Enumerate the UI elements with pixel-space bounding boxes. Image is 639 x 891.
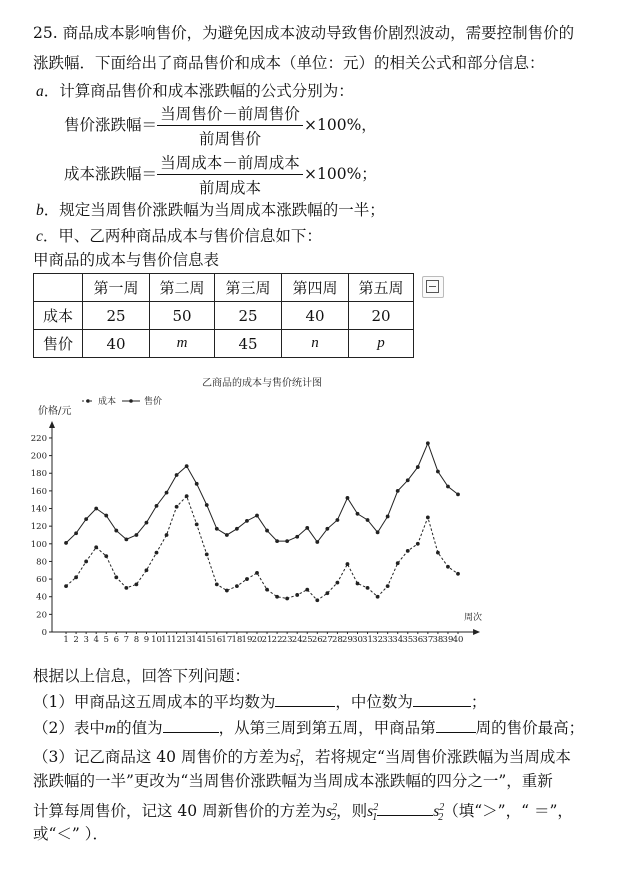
data-point-cost [356,582,360,586]
x-tick-label: 22 [271,635,283,645]
x-tick-label: 37 [422,635,434,645]
data-point-cost [185,494,189,498]
data-point-price [195,482,199,486]
item-a-label: a [36,83,44,100]
x-tick-label: 5 [103,635,109,645]
data-point-price [104,514,108,518]
data-point-cost [155,551,159,555]
chart-title: 乙商品的成本与售价统计图 [202,378,322,389]
q3-s2b-letter: s [433,803,440,821]
q3-s2 [326,802,338,824]
data-point-price [114,529,118,533]
q3-s2-letter: s [326,803,333,821]
item-c [36,225,322,248]
q1-median-blank[interactable] [413,692,471,707]
x-tick-label: 7 [123,635,130,645]
x-tick-label: 30 [352,635,363,645]
table-header-cell: 第三周 [215,274,282,302]
x-tick-label: 20 [251,635,263,645]
question-3-line-2: 涨跌幅的一半”更改为“当周售价涨跌幅为当周成本涨跌幅的四分之一”，重新 [33,772,553,790]
data-point-price [436,470,440,474]
data-point-cost [235,584,239,588]
table-title: 甲商品的成本与售价信息表 [33,251,220,269]
y-tick-label: 200 [30,451,47,462]
data-point-price [285,539,289,543]
x-tick-label: 13 [181,635,193,645]
table-row [34,330,414,358]
y-tick-label: 40 [36,592,47,603]
data-point-price [124,537,128,541]
series-line-cost [66,496,458,600]
x-tick-label: 2 [73,635,79,645]
data-point-price [406,478,410,482]
data-point-price [165,491,169,495]
q2-text-a: （2）表中 [33,719,105,737]
x-tick-label: 34 [392,635,404,645]
data-point-cost [426,515,430,519]
formula-1-bar [157,125,303,126]
data-point-cost [94,545,98,549]
table-header-cell: 第二周 [150,274,215,302]
q3-s1b-sub: 1 [372,812,378,824]
formula-2-bar [157,174,303,175]
x-axis-label: 周次 [464,613,483,623]
x-tick-label: 32 [372,635,384,645]
x-tick-label: 15 [201,635,213,645]
question-3-line-4: 或“＜” ）． [33,825,109,843]
x-tick-label: 18 [231,635,243,645]
data-point-price [376,530,380,534]
item-b [36,199,385,222]
data-point-cost [456,572,460,576]
data-point-price [366,518,370,522]
table-cell: m [150,330,215,358]
formula-1-tail: ×100%， [304,116,377,134]
legend-marker-cost [86,399,90,403]
y-tick-label: 220 [30,433,47,444]
table-header-cell: 第四周 [282,274,349,302]
formula-1-numerator: 当周售价－前周售价 [160,105,300,123]
data-point-price [64,541,68,545]
formula-1-fraction [157,102,303,149]
q2-text-c: ，从第三周到第五周，甲商品第 [218,719,436,737]
table-header-row [34,274,414,302]
data-point-price [84,517,88,521]
data-point-cost [255,571,259,575]
formula-1-denominator: 前周售价 [198,130,261,148]
data-point-cost [104,554,108,558]
data-point-price [346,496,350,500]
x-axis-arrow [473,629,480,635]
data-point-price [315,540,319,544]
data-point-cost [336,581,340,585]
x-tick-label: 12 [171,635,183,645]
data-point-price [426,441,430,445]
q3-s1-sub: 1 [294,758,300,770]
data-point-cost [84,560,88,564]
data-point-price [416,465,420,469]
data-point-cost [64,584,68,588]
x-tick-label: 33 [382,635,394,645]
table-header-cell: 第一周 [83,274,150,302]
question-1 [33,691,486,713]
problem-number: 25. [33,24,58,42]
formula-2-denominator: 前周成本 [198,179,261,197]
table-header-cell [34,274,83,302]
data-point-cost [376,595,380,599]
q2-text-b: 的值为 [116,719,163,737]
data-point-price [386,515,390,519]
data-point-price [356,512,360,516]
data-point-price [205,503,209,507]
intro-text-2: 涨跌幅．下面给出了商品售价和成本（单位：元）的相关公式和部分信息： [33,54,545,72]
q3-compare-blank[interactable] [377,801,433,816]
table-row [34,302,414,330]
x-tick-label: 23 [281,635,293,645]
line-chart [30,370,510,650]
item-b-text: ．规定当周售价涨跌幅为当周成本涨跌幅的一半； [43,201,385,219]
y-tick-label: 120 [30,522,47,533]
problem-line-1 [33,22,574,44]
table-cell: 25 [215,302,282,330]
x-tick-label: 27 [321,635,333,645]
x-tick-label: 10 [151,635,162,645]
data-point-price [456,493,460,497]
y-tick-label: 100 [30,539,47,550]
data-point-cost [446,565,450,569]
x-tick-label: 14 [191,635,203,645]
table-row-label: 售价 [34,330,83,358]
q3-text-a: （3）记乙商品这 40 周售价的方差为 [33,748,290,767]
legend-label-cost: 成本 [98,397,117,407]
data-point-price [74,531,78,535]
x-tick-label: 39 [442,635,454,645]
data-point-cost [225,589,229,593]
data-point-cost [245,577,249,581]
data-point-cost [165,533,169,537]
data-point-price [245,519,249,523]
data-point-cost [396,561,400,565]
data-point-cost [135,582,139,586]
x-tick-label: 19 [241,635,253,645]
data-point-cost [346,562,350,566]
q3-s1b-sup: 2 [373,802,379,813]
x-tick-label: 17 [221,635,233,645]
data-point-price [155,504,159,508]
item-b-label: b [36,202,44,219]
data-point-cost [315,598,319,602]
x-tick-label: 6 [113,635,120,645]
q2-text-d: 周的售价最高； [475,719,585,737]
y-tick-label: 0 [41,628,47,638]
data-point-cost [145,568,149,572]
data-point-price [336,518,340,522]
table-header-cell: 第五周 [349,274,414,302]
x-tick-label: 4 [93,635,99,645]
x-tick-label: 40 [452,635,464,645]
q1-text-c: ； [470,693,487,711]
data-point-cost [74,575,78,579]
q3-s1-sup: 2 [295,748,301,759]
item-a [36,80,354,103]
y-tick-label: 60 [36,575,47,586]
data-point-cost [175,505,179,509]
formula-2-fraction [157,151,303,198]
problem-line-2 [33,52,545,74]
q1-text-a: （1）甲商品这五周成本的平均数为 [33,693,276,711]
x-tick-label: 8 [133,635,140,645]
data-point-cost [265,588,269,592]
data-point-cost [114,575,118,579]
x-tick-label: 29 [342,635,353,645]
data-point-cost [436,551,440,555]
data-point-price [325,527,329,531]
x-tick-label: 21 [261,635,273,645]
data-point-cost [205,552,209,556]
question-2 [33,717,584,740]
data-point-cost [406,549,410,553]
table-cell: n [282,330,349,358]
q1-text-b: ，中位数为 [335,693,413,711]
x-tick-label: 11 [161,635,172,645]
x-tick-label: 25 [301,635,313,645]
table-cell: 40 [83,330,150,358]
data-point-cost [124,586,128,590]
x-tick-label: 16 [211,635,223,645]
formula-2-lhs: 成本涨跌幅＝ [64,165,158,183]
formula-2-numerator: 当周成本－前周成本 [160,154,300,172]
item-c-text: ．甲、乙两种商品成本与售价信息如下： [42,227,322,245]
data-point-price [305,526,309,530]
x-tick-label: 28 [331,635,343,645]
q3-s2b-sub: 2 [438,812,444,824]
table-cell: p [349,330,414,358]
data-point-cost [215,582,219,586]
y-axis-arrow [49,421,55,428]
data-point-price [145,521,149,525]
x-tick-label: 26 [311,635,323,645]
q3-s2b-sup: 2 [439,802,445,813]
q2-var-m: m [104,720,117,737]
q3-text-c: 计算每周售价，记这 40 周新售价的方差为 [33,802,327,821]
data-point-price [275,539,279,543]
question-3-line-3 [33,797,573,829]
y-tick-label: 140 [30,504,47,515]
data-point-price [215,527,219,531]
y-tick-label: 80 [36,557,47,568]
table-row-label: 成本 [34,302,83,330]
x-tick-label: 38 [432,635,444,645]
data-point-cost [275,595,279,599]
data-point-price [225,533,229,537]
x-tick-label: 3 [83,635,89,645]
table-cell: 25 [83,302,150,330]
q3-text-e: （填“＞”，“ ＝”， [443,802,573,821]
data-point-cost [295,593,299,597]
y-axis-label: 价格/元 [38,406,72,417]
data-point-cost [195,522,199,526]
q1-mean-blank[interactable] [275,692,335,707]
data-point-price [255,514,259,518]
data-point-cost [285,597,289,601]
q3-s1-letter: s [289,749,296,767]
data-point-cost [386,584,390,588]
x-tick-label: 9 [143,635,150,645]
series-line-price [66,443,458,543]
formula-1-lhs: 售价涨跌幅＝ [64,116,158,134]
x-tick-label: 35 [402,635,414,645]
table-cell: 50 [150,302,215,330]
data-point-price [135,533,139,537]
table-cell: 20 [349,302,414,330]
data-point-price [295,535,299,539]
cost-price-table [33,273,414,358]
y-tick-label: 20 [36,610,47,621]
q3-text-b: ，若将规定“当周售价涨跌幅为当周成本 [299,748,571,767]
data-point-price [235,527,239,531]
data-point-cost [325,591,329,595]
legend-marker-price [129,399,133,403]
data-point-cost [305,588,309,592]
table-cell: 45 [215,330,282,358]
q3-s1 [289,748,301,770]
x-tick-label: 36 [412,635,424,645]
q3-s2-b [433,802,445,824]
q3-text-d: ，则 [336,802,368,821]
data-point-price [185,464,189,468]
x-tick-label: 24 [291,635,303,645]
q2-week-blank[interactable] [436,718,476,733]
item-a-text: ．计算商品售价和成本涨跌幅的公式分别为： [43,82,354,100]
q3-s2-sub: 2 [331,812,337,824]
formula-2-tail: ×100%； [304,165,377,183]
q3-s1-b [367,802,379,824]
data-point-cost [366,586,370,590]
q2-m-blank[interactable] [163,718,219,733]
y-tick-label: 180 [30,469,47,480]
q3-s2-sup: 2 [332,802,338,813]
x-tick-label: 31 [362,635,373,645]
legend-label-price: 售价 [144,397,163,407]
intro-text-1: 商品成本影响售价，为避免因成本波动导致售价剧烈波动，需要控制售价的 [62,24,575,42]
data-point-price [396,489,400,493]
data-point-cost [416,542,420,546]
data-point-price [446,485,450,489]
table-cell: 40 [282,302,349,330]
data-point-price [94,507,98,511]
data-point-price [265,529,269,533]
item-c-label: c [36,228,43,245]
y-tick-label: 160 [30,486,47,497]
table-icon[interactable] [422,276,444,298]
x-tick-label: 1 [63,635,69,645]
questions-lead: 根据以上信息，回答下列问题： [33,667,251,685]
q3-s1b-letter: s [367,803,374,821]
data-point-price [175,473,179,477]
